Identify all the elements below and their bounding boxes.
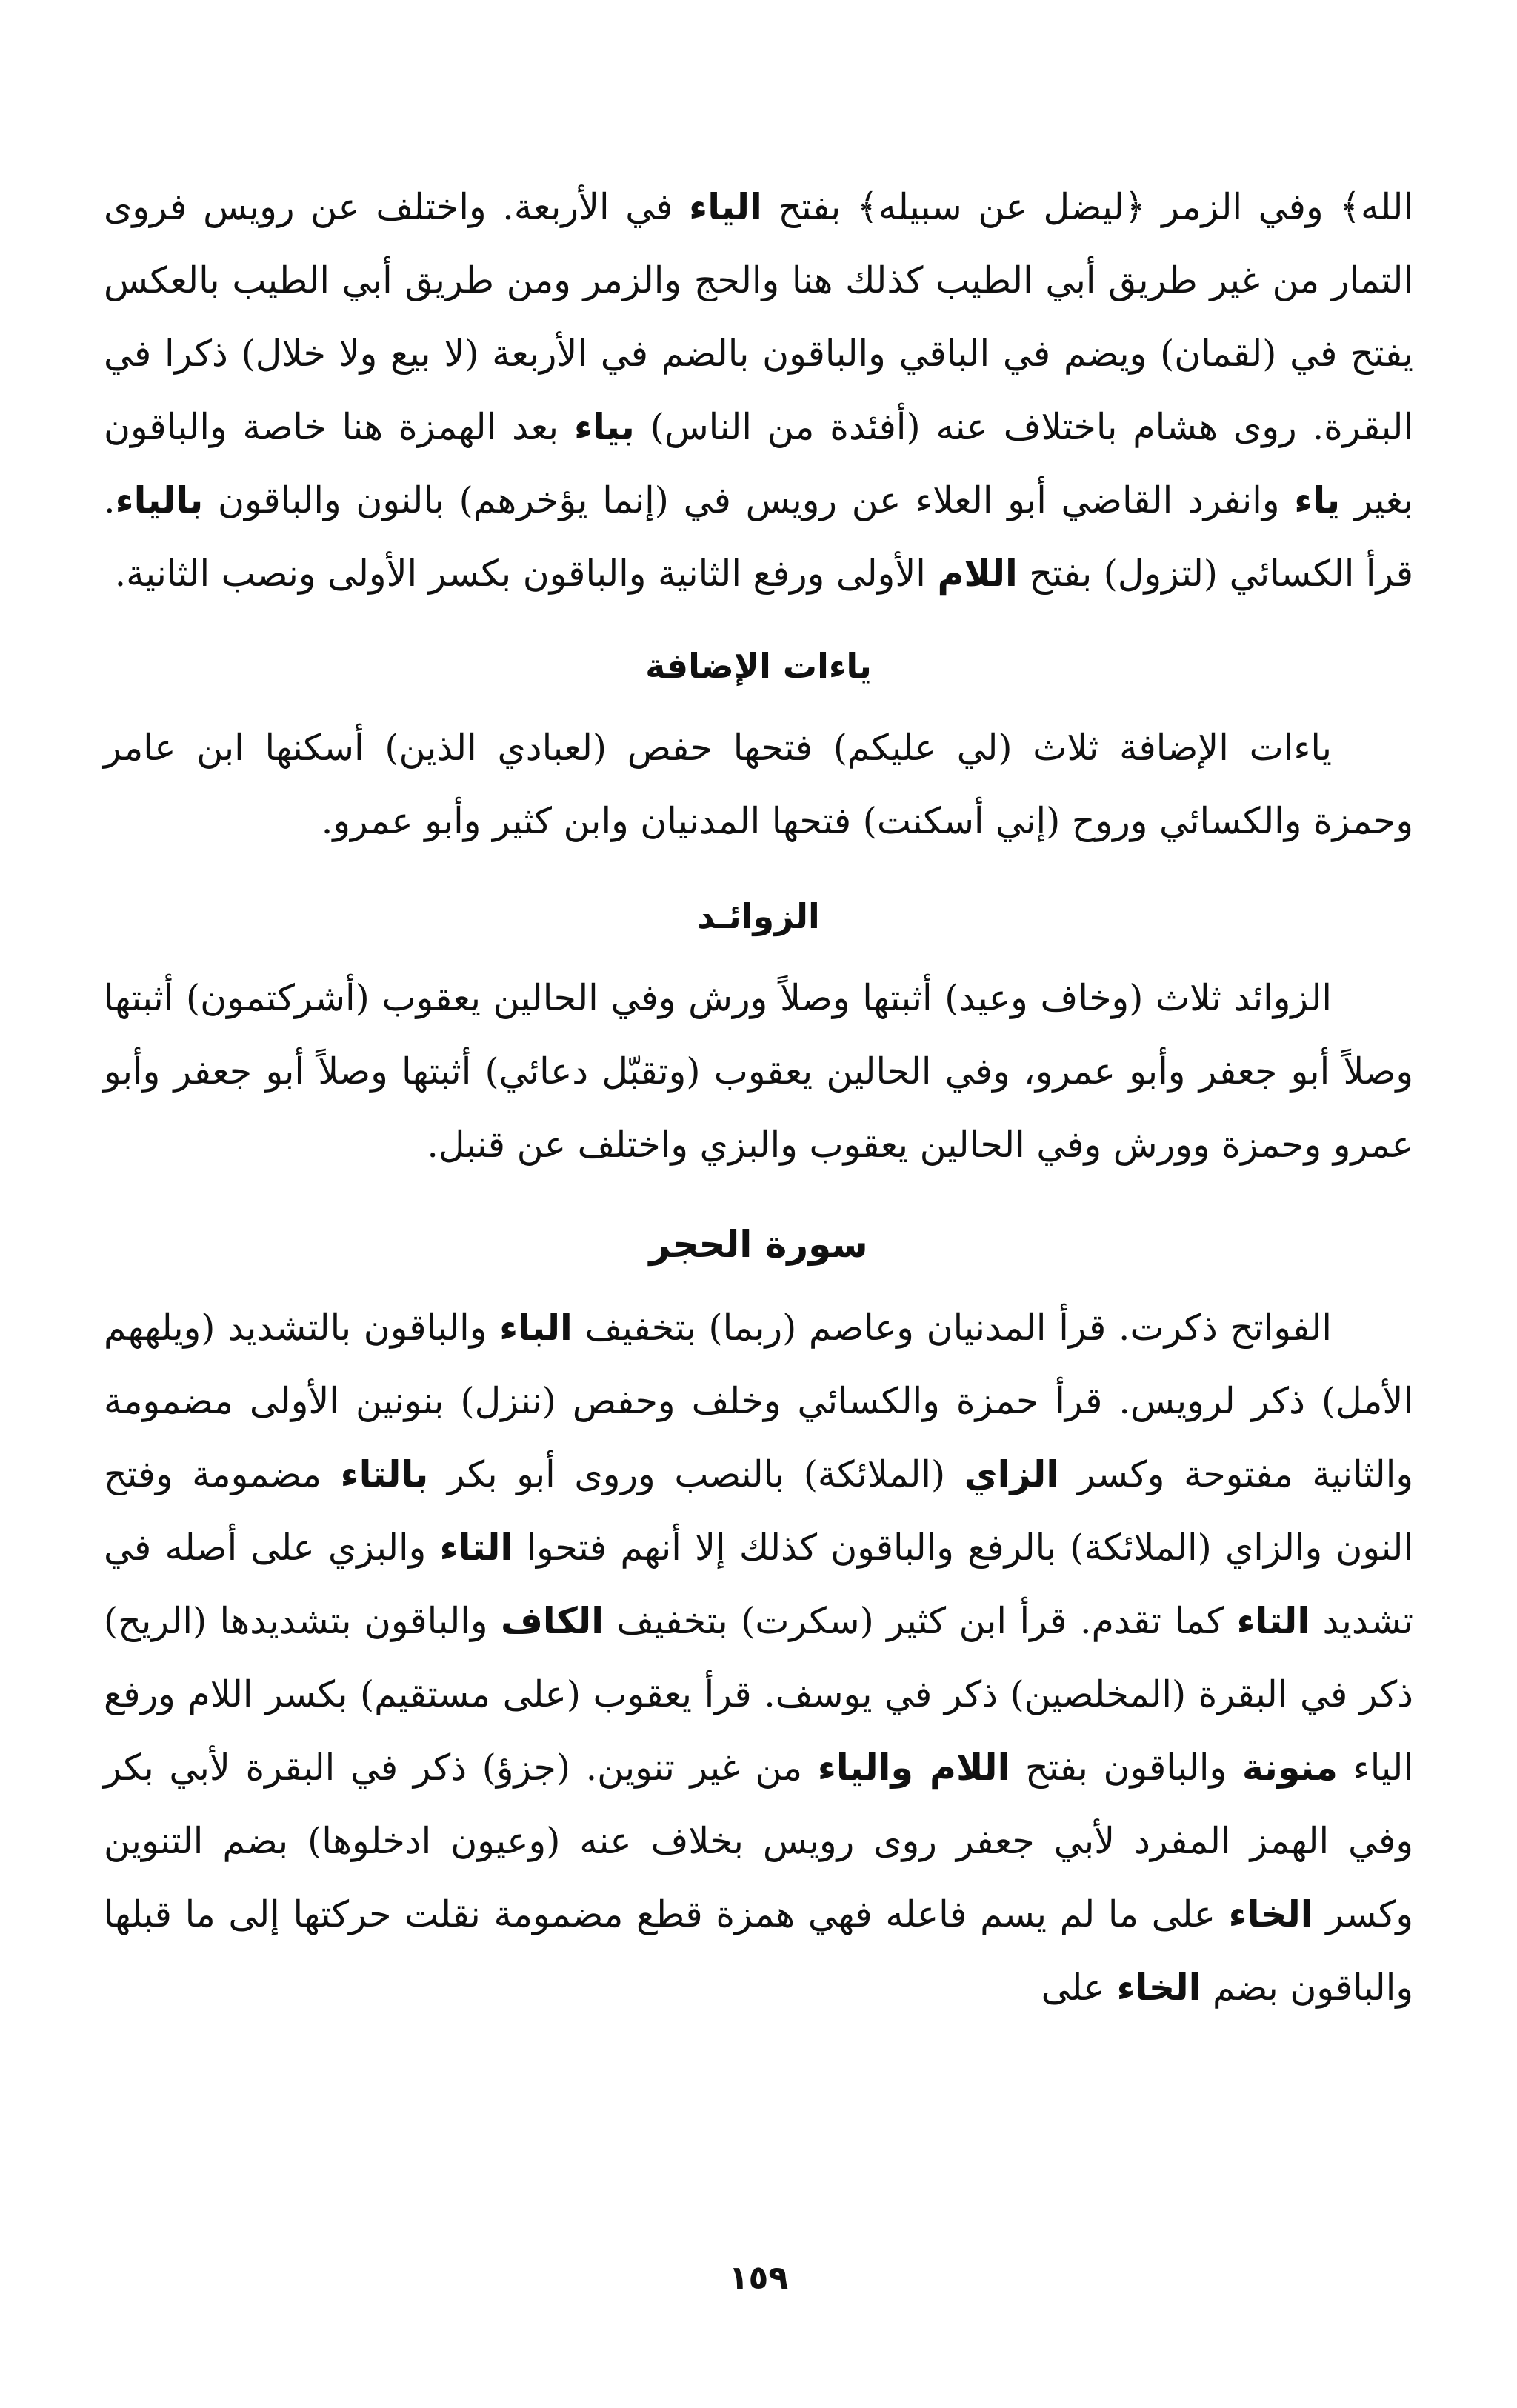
bold-term: الخاء <box>1116 1967 1201 2009</box>
intro-paragraph <box>104 170 1413 610</box>
bold-term: التاء <box>1236 1600 1310 1642</box>
bold-term: التاء <box>439 1527 513 1569</box>
text-run: والباقون بتشديدها (الريح) ذكر في البقرة (المخلصين) ذكر في يوسف. قرأ يعقوب (على مستقيم) بكسر اللام ورفع الياء <box>104 1600 1413 1789</box>
heading-zawaid: الزوائـد <box>697 896 820 936</box>
bold-term: بياء <box>573 406 635 448</box>
heading-idafa: ياءات الإضافة <box>645 646 872 686</box>
bold-term: اللام <box>937 553 1018 595</box>
idafa-paragraph: ياءات الإضافة ثلاث (لي عليكم) فتحها حفص (لعبادي الذين) أسكنها ابن عامر وحمزة والكسائي وروح (إني أسكنت) فتحها المدنيان وابن كثير وأبو عمرو. <box>104 727 1413 842</box>
text-run: على <box>1041 1967 1117 2009</box>
bold-term: الياء <box>689 186 762 228</box>
bold-term: منونة <box>1241 1747 1338 1789</box>
page-number: ١٥٩ <box>728 2259 789 2297</box>
hijr-paragraph <box>104 1291 1413 2024</box>
text-run: والباقون بالتشديد (ويلههم الأمل) ذكر لرويس. قرأ حمزة والكسائي وخلف وحفص (ننزل) بنونين الأولى مضمومة والثانية مفتوحة وكسر <box>104 1307 1413 1495</box>
text-run: من غير تنوين. (جزؤ) ذكر في البقرة لأبي بكر وفي الهمز المفرد لأبي جعفر روى رويس بخلاف عنه (وعيون ادخلوها) بضم التنوين وكسر <box>104 1747 1413 1935</box>
bold-term: ياء <box>1294 479 1341 521</box>
text-run: الفواتح ذكرت. قرأ المدنيان وعاصم (ربما) بتخفيف <box>572 1307 1332 1349</box>
text-run: بعد الهمزة هنا خاصة والباقون بغير <box>104 406 1413 521</box>
bold-term: الزاي <box>964 1453 1059 1495</box>
text-run: في الأربعة. واختلف عن رويس فروى التمار من غير طريق أبي الطيب كذلك هنا والحج والزمر ومن طريق أبي الطيب بالعكس يفتح في (لقمان) ويضم في الباقي والباقون بالضم في الأربعة (لا بيع ولا خلال) ذكرا في البقرة. روى هشام باختلاف عنه (أفئدة من الناس) <box>104 186 1414 448</box>
bold-term: اللام والياء <box>817 1747 1010 1789</box>
text-run: والبزي على أصله في تشديد <box>104 1527 1413 1642</box>
text-run: والباقون بفتح <box>1010 1747 1242 1789</box>
text-run: (الملائكة) بالنصب وروى أبو بكر <box>428 1453 964 1495</box>
bold-term: الكاف <box>500 1600 604 1642</box>
text-run: على ما لم يسم فاعله فهي همزة قطع مضمومة نقلت حركتها إلى ما قبلها والباقون بضم <box>104 1893 1413 2009</box>
text-run: وانفرد القاضي أبو العلاء عن رويس في (إنما يؤخرهم) بالنون والباقون <box>203 479 1295 521</box>
heading-surah-hijr: سورة الحجر <box>649 1223 868 1266</box>
text-run: مضمومة وفتح النون والزاي (الملائكة) بالرفع والباقون كذلك إلا أنهم فتحوا <box>104 1453 1413 1569</box>
text-run: الله﴾ وفي الزمر ﴿ليضل عن سبيله﴾ بفتح <box>761 186 1413 228</box>
text-run: كما تقدم. قرأ ابن كثير (سكرت) بتخفيف <box>604 1600 1237 1642</box>
text-run: الأولى ورفع الثانية والباقون بكسر الأولى ونصب الثانية. <box>114 553 938 595</box>
bold-term: بالياء <box>115 479 204 521</box>
zawaid-paragraph: الزوائد ثلاث (وخاف وعيد) أثبتها وصلاً ورش وفي الحالين يعقوب (أشركتمون) أثبتها وصلاً أبو جعفر وأبو عمرو، وفي الحالين يعقوب (وتقبّل دعائي) أثبتها وصلاً أبو جعفر وأبو عمرو وحمزة وورش وفي الحالين يعقوب والبزي واختلف عن قنبل. <box>104 977 1413 1166</box>
bold-term: بالتاء <box>340 1453 429 1495</box>
bold-term: الخاء <box>1228 1893 1313 1935</box>
bold-term: الباء <box>499 1307 573 1349</box>
page-body <box>104 170 1413 2024</box>
text-run: . قرأ الكسائي (لتزول) بفتح <box>104 479 1413 595</box>
